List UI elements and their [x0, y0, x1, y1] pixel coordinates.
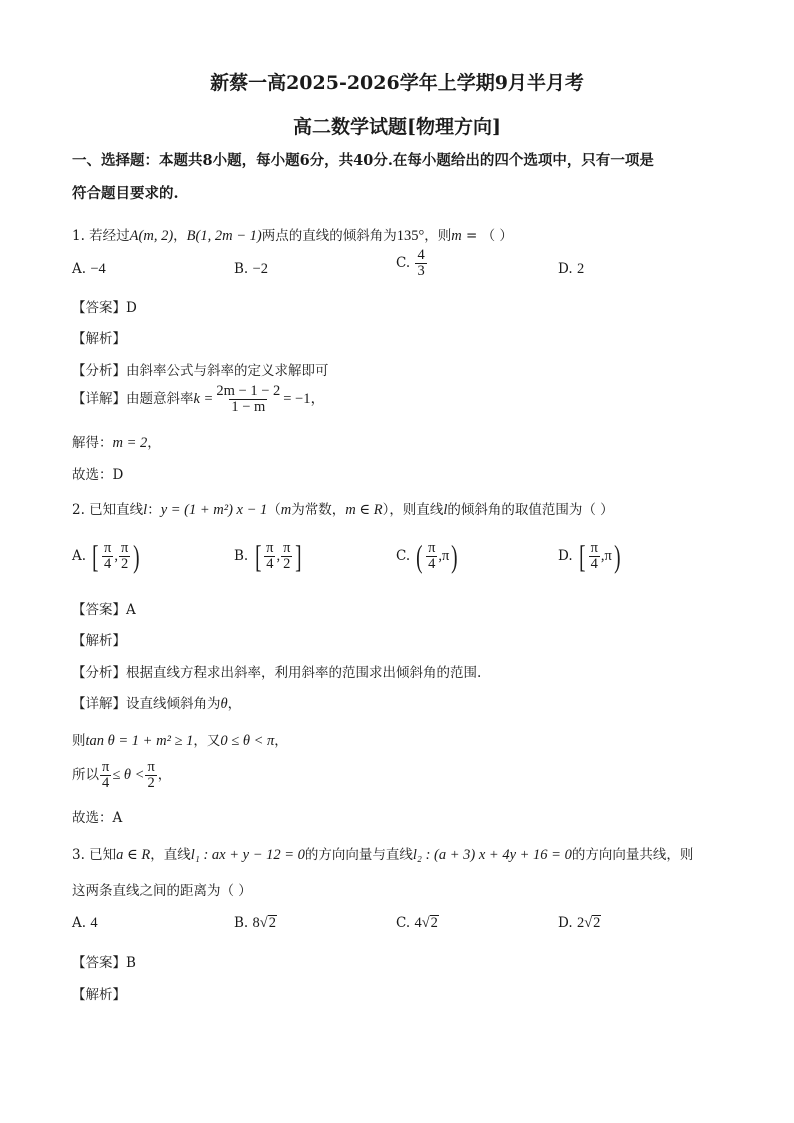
exam-title: 新蔡一高2025-2026学年上学期9月半月考 [210, 72, 584, 94]
sqrt-symbol: √ [259, 915, 268, 931]
q1-point-b: B(1, 2m − 1) [186, 228, 262, 244]
q2-fenxi: 【分析】根据直线方程求出斜率，利用斜率的范围求出倾斜角的范围. [72, 665, 482, 681]
q3-stem-line1: 3. 已知a ∈ R，直线l₁ : ax + y − 12 = 0的方向向量与直线l₂ : (a + 3) x + 4y + 16 = 0的方向向量共线，则 [72, 847, 694, 863]
q1-comma: ， [173, 228, 187, 244]
q1-analysis-label: 【解析】 [72, 331, 126, 347]
exam-subtitle: 高二数学试题[物理方向] [293, 116, 501, 138]
section-heading-line2: 符合题目要求的. [72, 185, 179, 202]
q1-detail: 【详解】由题意斜率k = $\frac{2m - 1 - 2}{1 - m}$ = −1， [72, 383, 325, 416]
q1-eq: = （ ） [461, 228, 513, 244]
q1-answer: 【答案】D [72, 300, 137, 316]
q2-then: 则tan θ = 1 + m² ≥ 1，又0 ≤ θ < π， [72, 733, 288, 749]
q2-detail: 【详解】设直线倾斜角为θ， [72, 696, 242, 712]
q1-tail: ，则 [424, 228, 452, 244]
q1-angle: 135° [396, 228, 425, 244]
q1-m: m [451, 228, 462, 244]
q3-answer: 【答案】B [72, 955, 136, 971]
q3-option-b: B. 8√2 [234, 915, 276, 931]
sqrt-symbol: √ [584, 915, 593, 931]
q1-option-d: D. 2 [558, 261, 585, 277]
q3-option-d: D. 2√2 [558, 915, 601, 931]
q1-option-c: C. $\frac{4}{3}$ [396, 247, 425, 280]
q2-stem: 2. 已知直线l：y = (1 + m²) x − 1（m为常数，m ∈ R），则直线l的倾斜角的取值范围为（ ） [72, 502, 614, 518]
q1-fenxi: 【分析】由斜率公式与斜率的定义求解即可 [72, 363, 329, 379]
q2-option-b: B. [ $\frac{\pi}{4}$ , $\frac{\pi}{2}$ ] [234, 538, 302, 574]
q1-stem [72, 224, 513, 245]
q2-option-d: D. [ $\frac{\pi}{4}$ ,π) [558, 538, 621, 574]
q2-option-a: A. [ $\frac{\pi}{4}$ , $\frac{\pi}{2}$ ) [72, 538, 140, 574]
q2-so: 所以 $\frac{\pi}{4}$ ≤ θ < $\frac{\pi}{2}$ ， [72, 759, 172, 792]
q2-choose: 故选：A [72, 810, 123, 826]
q1-option-b: B. −2 [234, 261, 268, 277]
q1-mid: 两点的直线的倾斜角为 [261, 228, 397, 244]
q3-stem-line2: 这两条直线之间的距离为（ ） [72, 883, 252, 899]
sqrt-symbol: √ [421, 915, 430, 931]
q2-analysis-label: 【解析】 [72, 633, 126, 649]
q2-answer: 【答案】A [72, 602, 136, 618]
q3-analysis-label: 【解析】 [72, 987, 126, 1003]
q1-option-a: A. −4 [72, 261, 106, 277]
q1-choose: 故选：D [72, 467, 124, 483]
q3-option-a: A. 4 [72, 915, 98, 931]
q1-solve: 解得：m = 2， [72, 435, 161, 451]
q1-point-a: A(m, 2) [129, 228, 174, 244]
q3-option-c: C. 4√2 [396, 915, 438, 931]
section-heading-line1: 一、选择题：本题共8小题，每小题6分，共40分.在每小题给出的四个选项中，只有一项是 [72, 152, 654, 169]
q2-option-c: C. ( $\frac{\pi}{4}$ ,π) [396, 538, 458, 574]
q1-prefix: 1. 若经过 [72, 228, 130, 244]
